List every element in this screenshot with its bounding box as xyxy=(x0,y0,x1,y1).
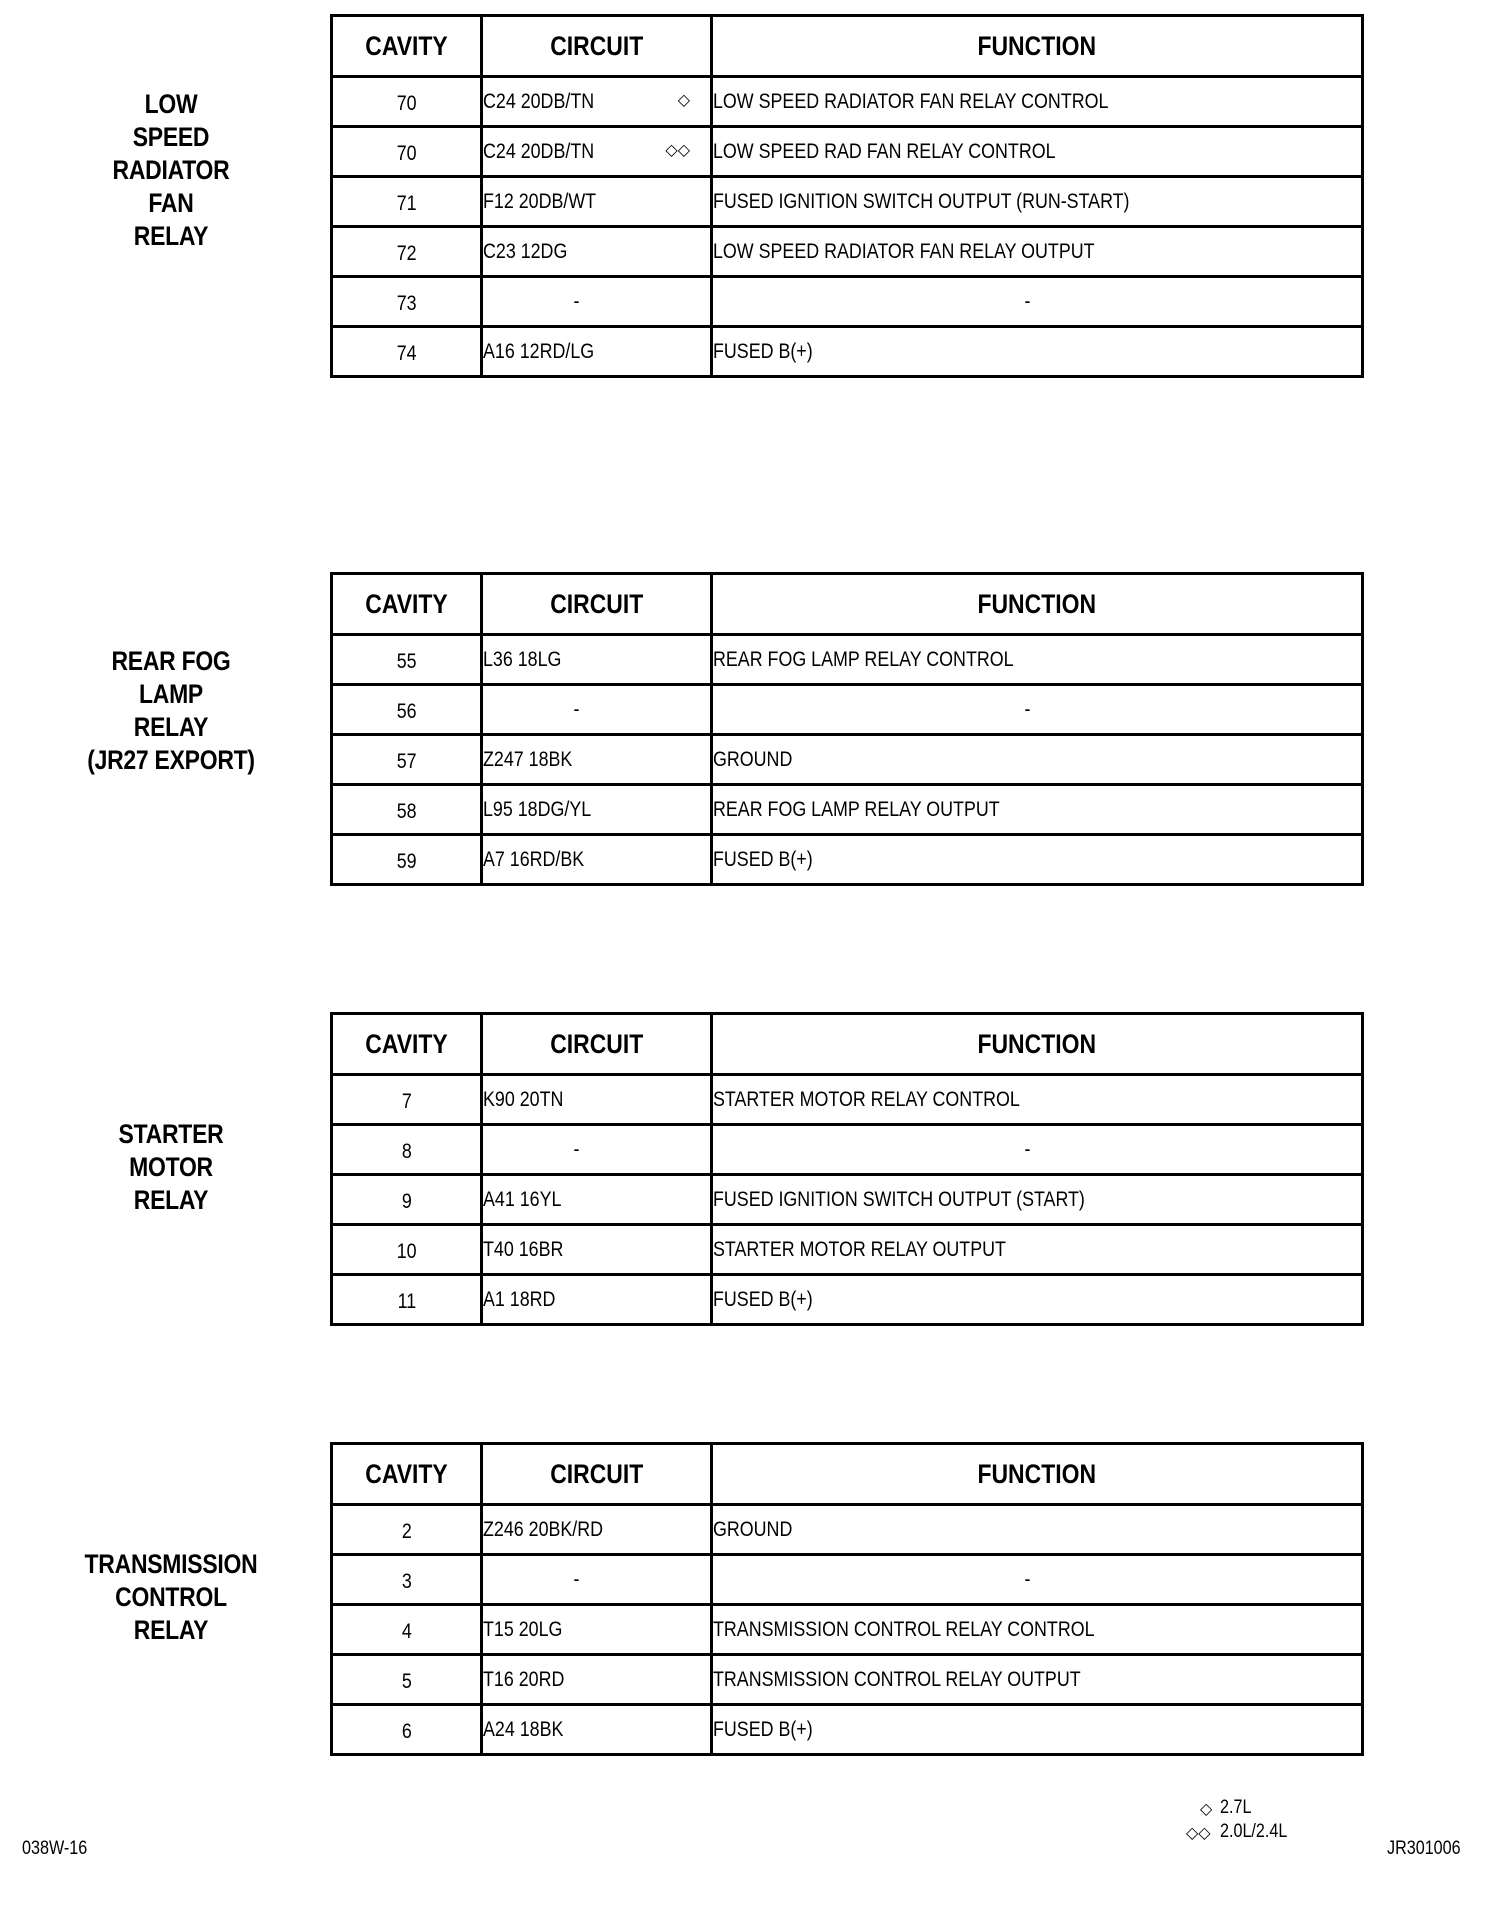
table-row xyxy=(332,785,1363,835)
table-row xyxy=(332,635,1363,685)
cavity-cell: 57 xyxy=(332,735,482,785)
table-row xyxy=(332,835,1363,885)
header-circuit: CIRCUIT xyxy=(482,1444,712,1505)
table-row xyxy=(332,1125,1363,1175)
double-diamond-icon: ◇◇ xyxy=(1186,1825,1211,1842)
header-cavity: CAVITY xyxy=(332,574,482,635)
legend-item: ◇◇ 2.0L/2.4L xyxy=(1186,1821,1288,1842)
function-cell: GROUND xyxy=(712,1505,1363,1555)
function-cell: FUSED B(+) xyxy=(712,1705,1363,1755)
connector-pinout-table xyxy=(330,14,1364,378)
cavity-cell: 8 xyxy=(332,1125,482,1175)
header-circuit: CIRCUIT xyxy=(482,16,712,77)
circuit-cell: L36 18LG xyxy=(482,635,712,685)
circuit-cell: Z246 20BK/RD xyxy=(482,1505,712,1555)
cavity-cell: 2 xyxy=(332,1505,482,1555)
function-cell: LOW SPEED RAD FAN RELAY CONTROL xyxy=(712,127,1363,177)
function-cell: LOW SPEED RADIATOR FAN RELAY CONTROL xyxy=(712,77,1363,127)
connector-pinout-table xyxy=(330,572,1364,886)
function-cell: REAR FOG LAMP RELAY OUTPUT xyxy=(712,785,1363,835)
table-row xyxy=(332,1225,1363,1275)
function-cell: STARTER MOTOR RELAY CONTROL xyxy=(712,1075,1363,1125)
cavity-cell: 59 xyxy=(332,835,482,885)
cavity-cell: 7 xyxy=(332,1075,482,1125)
function-cell: GROUND xyxy=(712,735,1363,785)
circuit-cell: L95 18DG/YL xyxy=(482,785,712,835)
table-row xyxy=(332,1555,1363,1605)
header-cavity: CAVITY xyxy=(332,1014,482,1075)
table-row xyxy=(332,735,1363,785)
cavity-cell: 6 xyxy=(332,1705,482,1755)
cavity-cell: 72 xyxy=(332,227,482,277)
circuit-cell: K90 20TN xyxy=(482,1075,712,1125)
function-cell: - xyxy=(712,685,1363,735)
table-header-row xyxy=(332,1444,1363,1505)
header-cavity: CAVITY xyxy=(332,16,482,77)
legend-item: ◇ 2.7L xyxy=(1200,1797,1252,1818)
function-cell: TRANSMISSION CONTROL RELAY CONTROL xyxy=(712,1605,1363,1655)
circuit-cell: Z247 18BK xyxy=(482,735,712,785)
table-row xyxy=(332,77,1363,127)
table-row xyxy=(332,1075,1363,1125)
cavity-cell: 55 xyxy=(332,635,482,685)
cavity-cell: 70 xyxy=(332,77,482,127)
circuit-cell: F12 20DB/WT xyxy=(482,177,712,227)
relay-title: TRANSMISSION CONTROL RELAY xyxy=(84,1549,258,1645)
circuit-cell: T40 16BR xyxy=(482,1225,712,1275)
header-function: FUNCTION xyxy=(712,1444,1363,1505)
cavity-cell: 10 xyxy=(332,1225,482,1275)
engine-variant-marker: ◇◇ xyxy=(665,142,690,159)
table-header-row xyxy=(332,1014,1363,1075)
figure-code-right: JR301006 xyxy=(1387,1838,1461,1859)
figure-code-left: 038W-16 xyxy=(22,1838,88,1859)
function-cell: - xyxy=(712,1555,1363,1605)
table-row xyxy=(332,1605,1363,1655)
header-function: FUNCTION xyxy=(712,1014,1363,1075)
legend xyxy=(1186,1797,1336,1845)
cavity-cell: 11 xyxy=(332,1275,482,1325)
cavity-cell: 74 xyxy=(332,327,482,377)
cavity-cell: 4 xyxy=(332,1605,482,1655)
header-function: FUNCTION xyxy=(712,16,1363,77)
cavity-cell: 71 xyxy=(332,177,482,227)
table-row xyxy=(332,277,1363,327)
circuit-cell: - xyxy=(482,1125,712,1175)
circuit-cell: A16 12RD/LG xyxy=(482,327,712,377)
table-row xyxy=(332,1275,1363,1325)
table-row xyxy=(332,1655,1363,1705)
table-row xyxy=(332,1705,1363,1755)
circuit-cell: T16 20RD xyxy=(482,1655,712,1705)
circuit-cell: A41 16YL xyxy=(482,1175,712,1225)
table-row xyxy=(332,685,1363,735)
function-cell: FUSED B(+) xyxy=(712,327,1363,377)
function-cell: - xyxy=(712,1125,1363,1175)
header-cavity: CAVITY xyxy=(332,1444,482,1505)
engine-variant-marker: ◇ xyxy=(677,92,690,109)
connector-pinout-table xyxy=(330,1012,1364,1326)
function-cell: - xyxy=(712,277,1363,327)
table-header-row xyxy=(332,574,1363,635)
cavity-cell: 9 xyxy=(332,1175,482,1225)
header-circuit: CIRCUIT xyxy=(482,1014,712,1075)
table-row xyxy=(332,1175,1363,1225)
relay-title: LOW SPEED RADIATOR FAN RELAY xyxy=(112,89,230,251)
circuit-cell: - xyxy=(482,1555,712,1605)
cavity-cell: 3 xyxy=(332,1555,482,1605)
function-cell: FUSED B(+) xyxy=(712,835,1363,885)
relay-title: STARTER MOTOR RELAY xyxy=(118,1119,224,1215)
cavity-cell: 73 xyxy=(332,277,482,327)
relay-title: REAR FOG LAMP RELAY (JR27 EXPORT) xyxy=(87,646,255,775)
circuit-cell: - xyxy=(482,685,712,735)
table-row xyxy=(332,227,1363,277)
cavity-cell: 58 xyxy=(332,785,482,835)
cavity-cell: 70 xyxy=(332,127,482,177)
table-row xyxy=(332,177,1363,227)
header-function: FUNCTION xyxy=(712,574,1363,635)
function-cell: LOW SPEED RADIATOR FAN RELAY OUTPUT xyxy=(712,227,1363,277)
header-circuit: CIRCUIT xyxy=(482,574,712,635)
function-cell: FUSED B(+) xyxy=(712,1275,1363,1325)
circuit-cell: C24 20DB/TN ◇◇ xyxy=(482,127,712,177)
diamond-icon: ◇ xyxy=(1200,1801,1213,1818)
function-cell: REAR FOG LAMP RELAY CONTROL xyxy=(712,635,1363,685)
function-cell: TRANSMISSION CONTROL RELAY OUTPUT xyxy=(712,1655,1363,1705)
function-cell: FUSED IGNITION SWITCH OUTPUT (RUN-START) xyxy=(712,177,1363,227)
circuit-cell: A7 16RD/BK xyxy=(482,835,712,885)
circuit-cell: A24 18BK xyxy=(482,1705,712,1755)
table-row xyxy=(332,127,1363,177)
circuit-cell: A1 18RD xyxy=(482,1275,712,1325)
table-row xyxy=(332,1505,1363,1555)
function-cell: STARTER MOTOR RELAY OUTPUT xyxy=(712,1225,1363,1275)
cavity-cell: 56 xyxy=(332,685,482,735)
table-header-row xyxy=(332,16,1363,77)
circuit-cell: C24 20DB/TN ◇ xyxy=(482,77,712,127)
connector-pinout-table xyxy=(330,1442,1364,1756)
cavity-cell: 5 xyxy=(332,1655,482,1705)
table-row xyxy=(332,327,1363,377)
circuit-cell: C23 12DG xyxy=(482,227,712,277)
circuit-cell: - xyxy=(482,277,712,327)
function-cell: FUSED IGNITION SWITCH OUTPUT (START) xyxy=(712,1175,1363,1225)
circuit-cell: T15 20LG xyxy=(482,1605,712,1655)
